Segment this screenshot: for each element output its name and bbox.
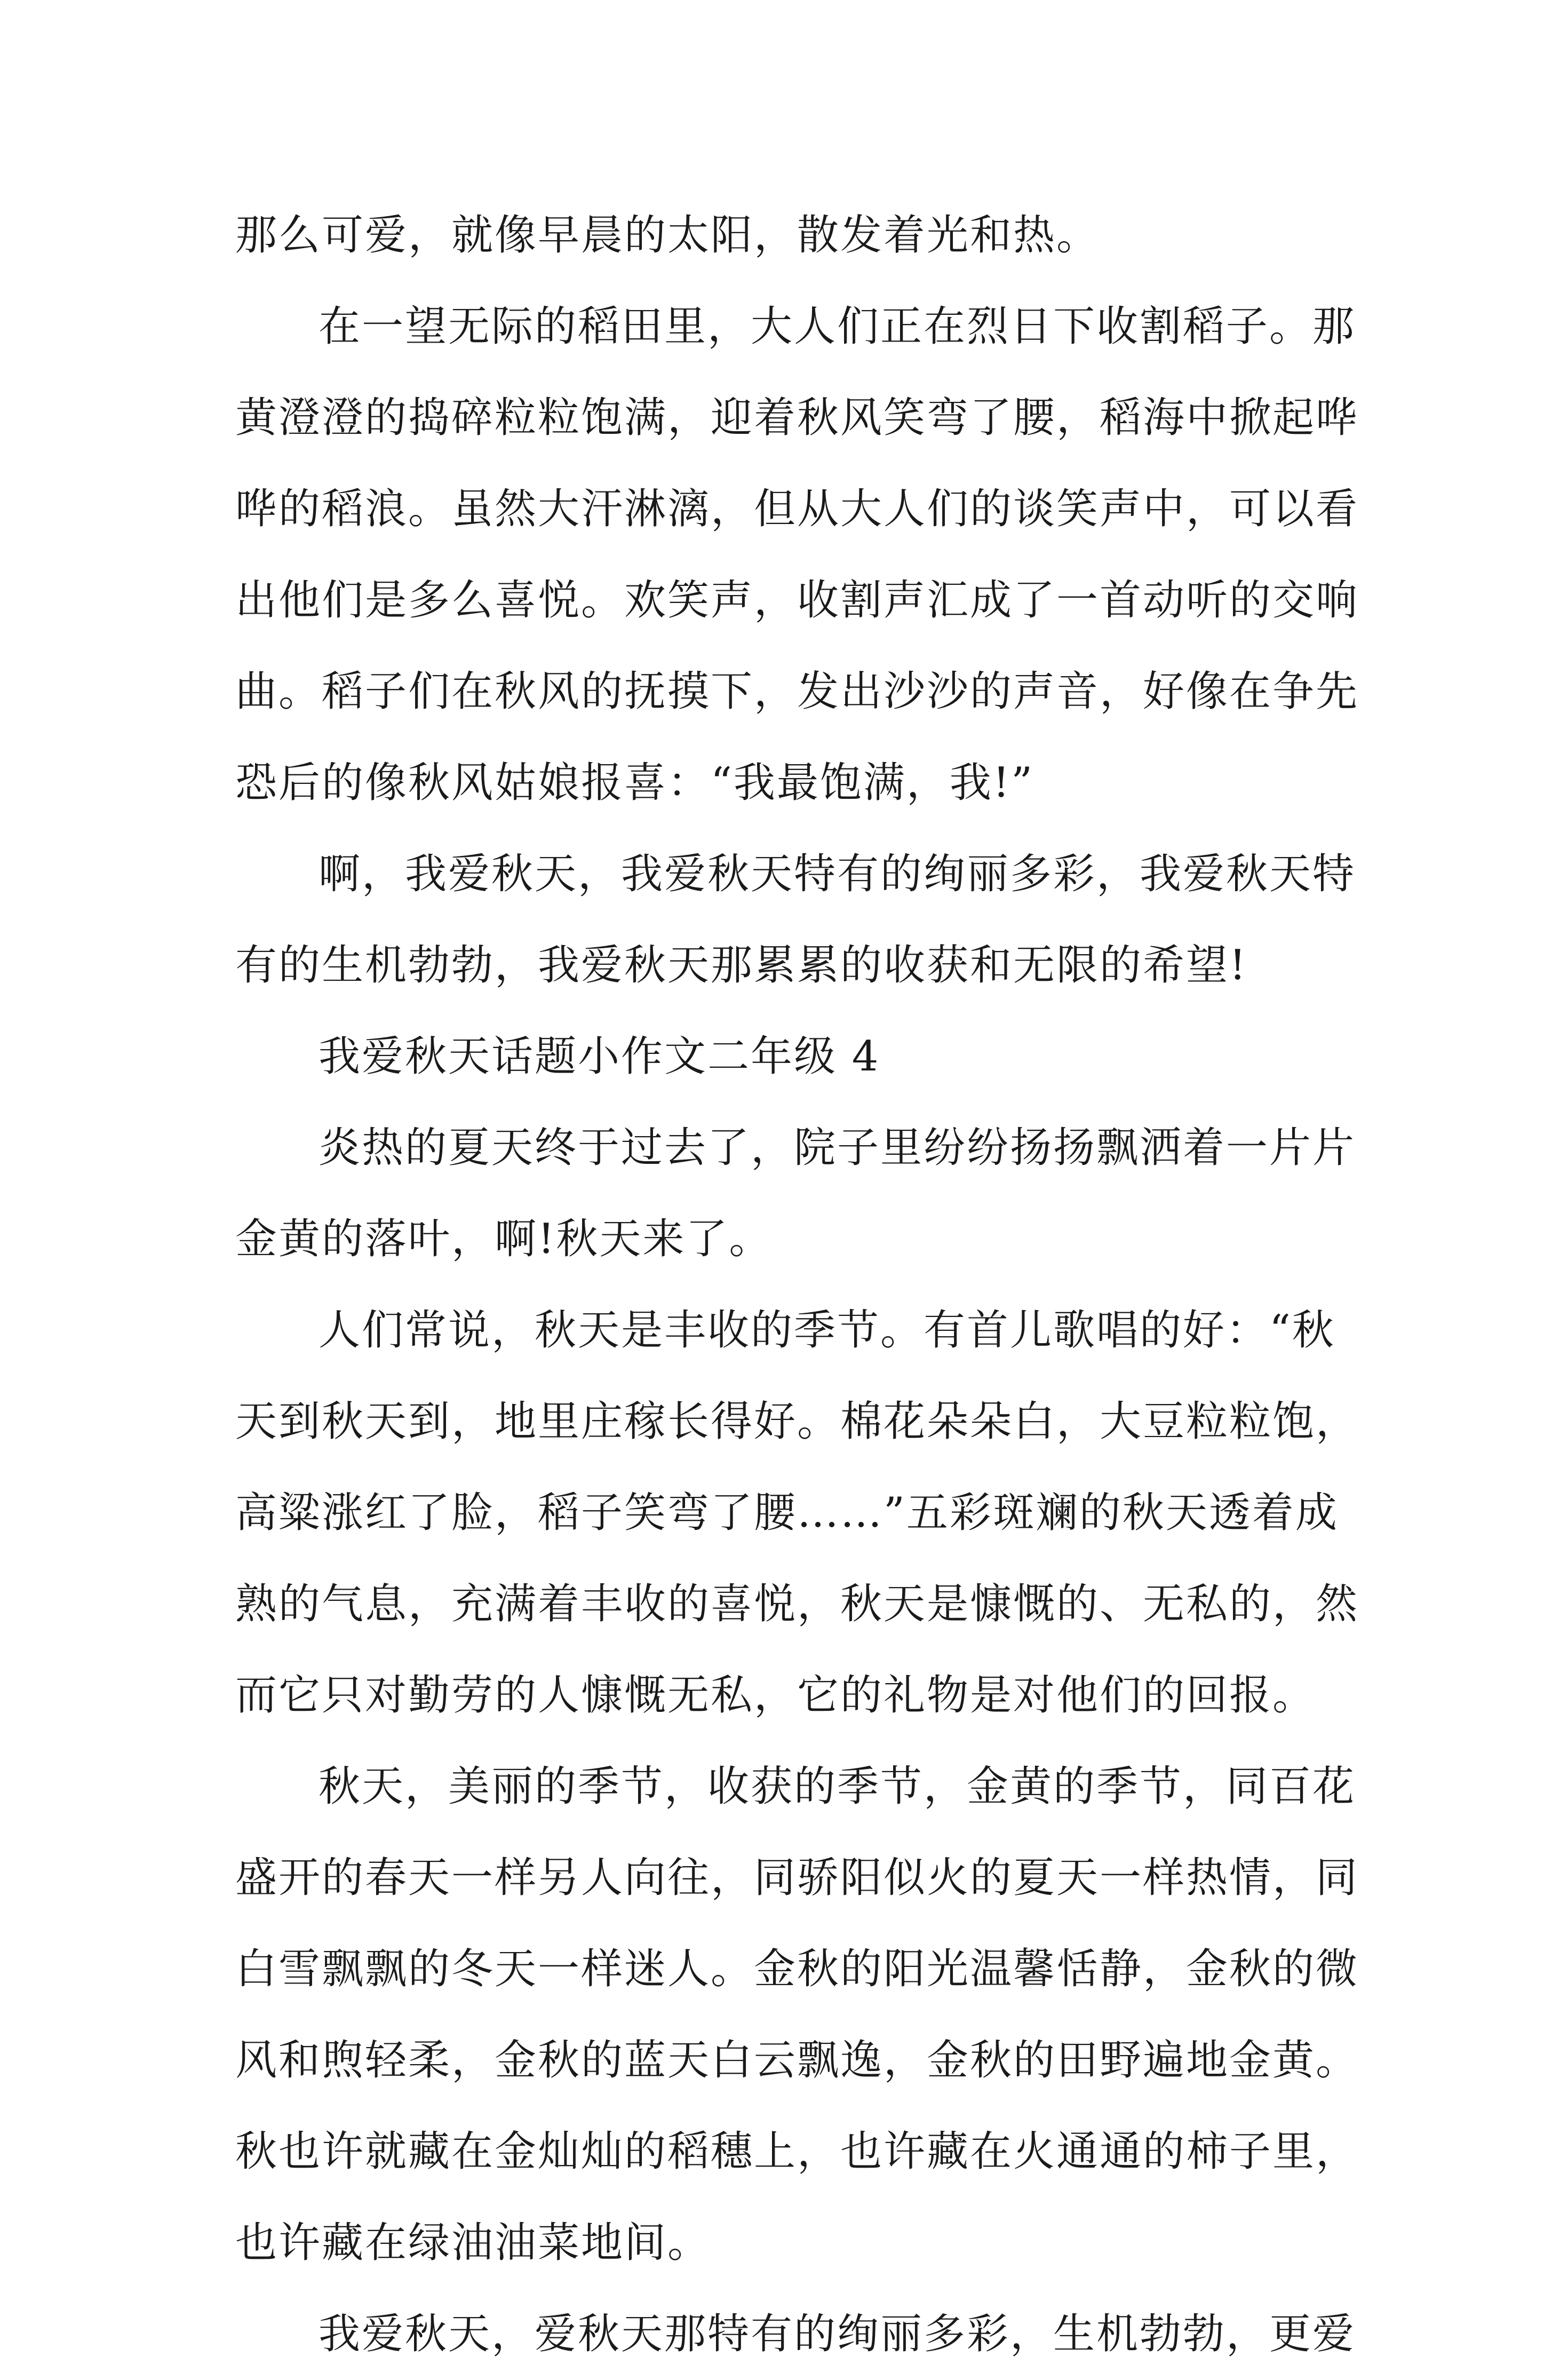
text-line: 天到秋天到，地里庄稼长得好。棉花朵朵白，大豆粒粒饱， (235, 1398, 1359, 1446)
paragraph-first-line: 啊，我爱秋天，我爱秋天特有的绚丽多彩，我爱秋天特 (319, 850, 1356, 898)
text-line: 白雪飘飘的冬天一样迷人。金秋的阳光温馨恬静，金秋的微 (235, 1945, 1359, 1993)
document-body (235, 190, 1359, 2380)
text-line: 盛开的春天一样另人向往，同骄阳似火的夏天一样热情，同 (235, 1854, 1359, 1902)
text-line: 出他们是多么喜悦。欢笑声，收割声汇成了一首动听的交响 (235, 576, 1359, 624)
text-line: 黄澄澄的捣碎粒粒饱满，迎着秋风笑弯了腰，稻海中掀起哗 (235, 394, 1359, 442)
paragraph-first-line: 在一望无际的稻田里，大人们正在烈日下收割稻子。那 (319, 303, 1356, 351)
paragraph-first-line: 炎热的夏天终于过去了，院子里纷纷扬扬飘洒着一片片 (319, 1124, 1356, 1172)
text-line: 有的生机勃勃，我爱秋天那累累的收获和无限的希望! (235, 941, 1248, 989)
text-line: 熟的气息，充满着丰收的喜悦，秋天是慷慨的、无私的，然 (235, 1580, 1359, 1628)
text-line: 金黄的落叶，啊!秋天来了。 (235, 1215, 773, 1263)
paragraph-first-line: 我爱秋天话题小作文二年级 4 (319, 1033, 880, 1081)
text-line: 高粱涨红了脸，稻子笑弯了腰……”五彩斑斓的秋天透着成 (235, 1489, 1339, 1537)
text-line: 风和煦轻柔，金秋的蓝天白云飘逸，金秋的田野遍地金黄。 (235, 2036, 1359, 2084)
text-line: 恐后的像秋风姑娘报喜：“我最饱满，我!” (235, 759, 1034, 807)
text-line: 哗的稻浪。虽然大汗淋漓，但从大人们的谈笑声中，可以看 (235, 485, 1359, 533)
paragraph-first-line: 人们常说，秋天是丰收的季节。有首儿歌唱的好：“秋 (319, 1306, 1335, 1354)
text-line: 也许藏在绿油油菜地间。 (235, 2219, 711, 2267)
paragraph-first-line: 我爱秋天，爱秋天那特有的绚丽多彩，生机勃勃，更爱 (319, 2310, 1356, 2358)
text-line: 曲。稻子们在秋风的抚摸下，发出沙沙的声音，好像在争先 (235, 668, 1359, 716)
text-line: 秋也许就藏在金灿灿的稻穗上，也许藏在火通通的柿子里， (235, 2128, 1359, 2176)
text-line: 那么可爱，就像早晨的太阳，散发着光和热。 (235, 211, 1100, 259)
text-line: 而它只对勤劳的人慷慨无私，它的礼物是对他们的回报。 (235, 1671, 1316, 1719)
paragraph-first-line: 秋天，美丽的季节，收获的季节，金黄的季节，同百花 (319, 1763, 1356, 1811)
